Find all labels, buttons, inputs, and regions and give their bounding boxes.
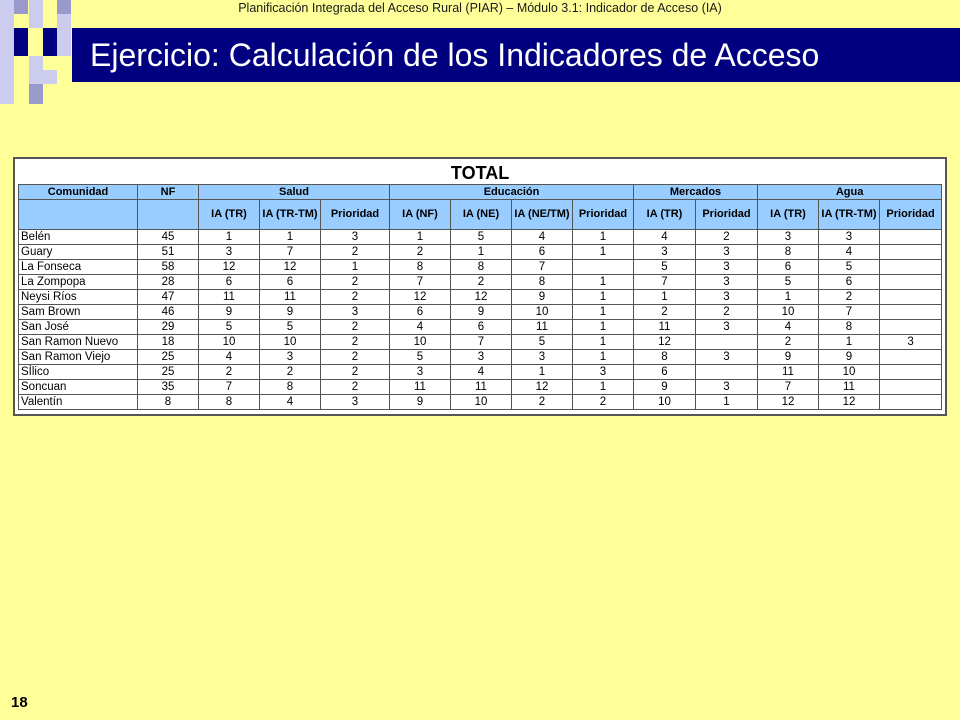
table-cell: 12 xyxy=(451,290,512,305)
decor-square xyxy=(29,56,43,84)
subheader-cell: IA (NF) xyxy=(390,200,451,230)
table-cell: 3 xyxy=(696,245,758,260)
table-cell: 6 xyxy=(758,260,819,275)
table-cell: 3 xyxy=(696,260,758,275)
table-cell: 2 xyxy=(321,320,390,335)
table-cell: 46 xyxy=(138,305,199,320)
table-cell: 10 xyxy=(634,395,696,410)
table-cell xyxy=(696,335,758,350)
table-cell: 10 xyxy=(260,335,321,350)
table-cell: 11 xyxy=(260,290,321,305)
table-cell xyxy=(880,275,942,290)
table-cell: 11 xyxy=(758,365,819,380)
table-cell: 8 xyxy=(819,320,880,335)
table-cell: 4 xyxy=(451,365,512,380)
table-row xyxy=(19,260,942,275)
table-cell: 9 xyxy=(199,305,260,320)
table-cell: 1 xyxy=(573,335,634,350)
table-cell: 12 xyxy=(199,260,260,275)
total-heading: TOTAL xyxy=(19,162,942,185)
table-cell xyxy=(880,350,942,365)
subheader-cell: IA (NE/TM) xyxy=(512,200,573,230)
table-cell: 5 xyxy=(451,230,512,245)
table-cell xyxy=(880,380,942,395)
table-cell: 6 xyxy=(199,275,260,290)
subheader-cell: Prioridad xyxy=(321,200,390,230)
community-name-cell: La Zompopa xyxy=(19,275,138,290)
table-cell: 3 xyxy=(696,350,758,365)
presentation-subtitle: Planificación Integrada del Acceso Rural (PIAR) – Módulo 3.1: Indicador de Acceso (IA) xyxy=(238,1,722,15)
subheader-empty xyxy=(19,200,138,230)
table-cell: 11 xyxy=(512,320,573,335)
subheader-cell: Prioridad xyxy=(696,200,758,230)
header-salud: Salud xyxy=(199,185,390,200)
table-cell: 35 xyxy=(138,380,199,395)
table-cell: 2 xyxy=(321,380,390,395)
table-cell: 9 xyxy=(819,350,880,365)
table-cell: 11 xyxy=(819,380,880,395)
table-cell: 4 xyxy=(390,320,451,335)
table-cell: 2 xyxy=(819,290,880,305)
table-cell: 2 xyxy=(321,350,390,365)
table-cell: 7 xyxy=(634,275,696,290)
table-cell: 2 xyxy=(321,335,390,350)
subheader-cell: IA (TR-TM) xyxy=(260,200,321,230)
header-agua: Agua xyxy=(758,185,942,200)
table-cell: 7 xyxy=(819,305,880,320)
table-cell: 4 xyxy=(512,230,573,245)
table-cell: 2 xyxy=(321,290,390,305)
decor-square xyxy=(57,14,71,56)
table-cell: 9 xyxy=(390,395,451,410)
decor-square xyxy=(29,84,43,104)
slide-title: Ejercicio: Calculación de los Indicadores de Acceso xyxy=(90,37,820,73)
table-row xyxy=(19,380,942,395)
community-name-cell: Soncuan xyxy=(19,380,138,395)
table-cell: 2 xyxy=(321,365,390,380)
subheader-cell: IA (TR) xyxy=(634,200,696,230)
table-cell xyxy=(880,305,942,320)
table-cell: 28 xyxy=(138,275,199,290)
community-name-cell: La Fonseca xyxy=(19,260,138,275)
table-cell: 5 xyxy=(512,335,573,350)
table-row xyxy=(19,395,942,410)
table-cell: 25 xyxy=(138,350,199,365)
table-cell: 2 xyxy=(321,275,390,290)
table-cell: 58 xyxy=(138,260,199,275)
table-cell: 4 xyxy=(634,230,696,245)
community-name-cell: Neysi Ríos xyxy=(19,290,138,305)
table-cell: 9 xyxy=(260,305,321,320)
table-row xyxy=(19,245,942,260)
table-cell: 3 xyxy=(512,350,573,365)
table-cell: 9 xyxy=(758,350,819,365)
table-cell: 2 xyxy=(199,365,260,380)
table-cell: 8 xyxy=(199,395,260,410)
table-cell: 1 xyxy=(573,290,634,305)
community-name-cell: Valentín xyxy=(19,395,138,410)
table-cell: 2 xyxy=(634,305,696,320)
table-cell: 5 xyxy=(199,320,260,335)
table-cell: 11 xyxy=(451,380,512,395)
table-cell: 7 xyxy=(758,380,819,395)
table-cell: 1 xyxy=(573,230,634,245)
table-cell: 3 xyxy=(880,335,942,350)
decor-square xyxy=(43,28,57,56)
table-cell: 9 xyxy=(512,290,573,305)
table-cell: 1 xyxy=(573,305,634,320)
table-cell: 7 xyxy=(512,260,573,275)
community-name-cell: SÍlico xyxy=(19,365,138,380)
table-cell: 1 xyxy=(260,230,321,245)
table-cell: 1 xyxy=(390,230,451,245)
data-table xyxy=(18,162,942,410)
table-cell: 5 xyxy=(634,260,696,275)
table-cell: 1 xyxy=(451,245,512,260)
table-row xyxy=(19,365,942,380)
access-indicators-table xyxy=(13,157,947,416)
table-cell: 47 xyxy=(138,290,199,305)
table-cell: 3 xyxy=(321,395,390,410)
table-cell: 10 xyxy=(451,395,512,410)
table-cell xyxy=(880,395,942,410)
table-cell: 6 xyxy=(634,365,696,380)
table-row xyxy=(19,275,942,290)
table-row xyxy=(19,335,942,350)
table-cell: 3 xyxy=(819,230,880,245)
table-cell: 3 xyxy=(573,365,634,380)
decor-square xyxy=(0,28,14,104)
table-cell: 3 xyxy=(321,305,390,320)
table-cell: 7 xyxy=(260,245,321,260)
table-cell: 3 xyxy=(260,350,321,365)
table-row xyxy=(19,305,942,320)
table-cell: 11 xyxy=(199,290,260,305)
table-cell: 1 xyxy=(758,290,819,305)
table-cell: 3 xyxy=(634,245,696,260)
table-cell: 4 xyxy=(260,395,321,410)
header-mercados: Mercados xyxy=(634,185,758,200)
community-name-cell: San Ramon Viejo xyxy=(19,350,138,365)
table-cell: 3 xyxy=(696,320,758,335)
table-cell: 2 xyxy=(390,245,451,260)
subheader-cell: IA (NE) xyxy=(451,200,512,230)
table-cell: 10 xyxy=(390,335,451,350)
page-number: 18 xyxy=(11,694,28,711)
header-educacion: Educación xyxy=(390,185,634,200)
table-cell: 10 xyxy=(819,365,880,380)
table-cell: 3 xyxy=(451,350,512,365)
table-cell: 1 xyxy=(696,395,758,410)
table-cell: 9 xyxy=(451,305,512,320)
table-cell: 1 xyxy=(634,290,696,305)
table-cell: 12 xyxy=(260,260,321,275)
table-cell: 7 xyxy=(390,275,451,290)
table-cell: 6 xyxy=(451,320,512,335)
table-cell: 51 xyxy=(138,245,199,260)
table-cell: 3 xyxy=(696,275,758,290)
subheader-empty xyxy=(138,200,199,230)
table-cell: 4 xyxy=(758,320,819,335)
table-row xyxy=(19,350,942,365)
community-name-cell: San José xyxy=(19,320,138,335)
decor-square xyxy=(14,28,28,56)
table-cell: 9 xyxy=(634,380,696,395)
table-cell: 18 xyxy=(138,335,199,350)
subheader-cell: IA (TR) xyxy=(758,200,819,230)
table-cell: 10 xyxy=(758,305,819,320)
table-cell: 8 xyxy=(512,275,573,290)
table-cell: 1 xyxy=(573,245,634,260)
table-cell: 8 xyxy=(634,350,696,365)
header-nf: NF xyxy=(138,185,199,200)
table-cell: 12 xyxy=(819,395,880,410)
table-cell: 3 xyxy=(390,365,451,380)
table-cell: 12 xyxy=(758,395,819,410)
table-cell: 3 xyxy=(696,290,758,305)
table-cell: 6 xyxy=(390,305,451,320)
subheader-cell: IA (TR-TM) xyxy=(819,200,880,230)
table-cell: 3 xyxy=(696,380,758,395)
subheader-cell: Prioridad xyxy=(573,200,634,230)
table-cell: 3 xyxy=(758,230,819,245)
table-cell: 4 xyxy=(199,350,260,365)
table-cell: 12 xyxy=(390,290,451,305)
community-name-cell: Guary xyxy=(19,245,138,260)
table-cell: 3 xyxy=(199,245,260,260)
table-cell: 11 xyxy=(634,320,696,335)
table-cell: 1 xyxy=(321,260,390,275)
table-cell: 7 xyxy=(451,335,512,350)
table-cell: 2 xyxy=(512,395,573,410)
table-cell: 8 xyxy=(758,245,819,260)
decor-square xyxy=(43,70,57,84)
table-cell: 5 xyxy=(819,260,880,275)
table-cell: 6 xyxy=(819,275,880,290)
table-cell: 6 xyxy=(512,245,573,260)
header-comunidad: Comunidad xyxy=(19,185,138,200)
table-cell: 11 xyxy=(390,380,451,395)
table-cell: 45 xyxy=(138,230,199,245)
table-cell: 2 xyxy=(451,275,512,290)
table-cell: 5 xyxy=(260,320,321,335)
table-cell xyxy=(880,365,942,380)
table-cell xyxy=(880,245,942,260)
table-cell: 2 xyxy=(696,230,758,245)
subheader-cell: Prioridad xyxy=(880,200,942,230)
table-cell: 2 xyxy=(321,245,390,260)
table-cell xyxy=(880,230,942,245)
table-cell xyxy=(880,260,942,275)
table-cell: 2 xyxy=(696,305,758,320)
table-cell: 8 xyxy=(260,380,321,395)
table-cell: 10 xyxy=(512,305,573,320)
table-cell: 2 xyxy=(758,335,819,350)
table-cell: 7 xyxy=(199,380,260,395)
table-row xyxy=(19,320,942,335)
table-cell: 12 xyxy=(634,335,696,350)
table-cell: 1 xyxy=(573,320,634,335)
table-cell: 2 xyxy=(573,395,634,410)
community-name-cell: Sam Brown xyxy=(19,305,138,320)
table-cell: 8 xyxy=(390,260,451,275)
table-cell xyxy=(573,260,634,275)
table-row xyxy=(19,230,942,245)
table-cell: 8 xyxy=(451,260,512,275)
table-cell: 4 xyxy=(819,245,880,260)
table-cell: 1 xyxy=(819,335,880,350)
community-name-cell: Belén xyxy=(19,230,138,245)
subheader-cell: IA (TR) xyxy=(199,200,260,230)
community-name-cell: San Ramon Nuevo xyxy=(19,335,138,350)
table-cell: 1 xyxy=(199,230,260,245)
table-cell: 1 xyxy=(573,380,634,395)
table-cell: 1 xyxy=(512,365,573,380)
table-cell: 6 xyxy=(260,275,321,290)
table-cell xyxy=(880,320,942,335)
table-cell: 1 xyxy=(573,275,634,290)
table-cell: 3 xyxy=(321,230,390,245)
table-cell: 12 xyxy=(512,380,573,395)
table-cell: 2 xyxy=(260,365,321,380)
table-cell: 5 xyxy=(758,275,819,290)
table-cell: 29 xyxy=(138,320,199,335)
table-row xyxy=(19,290,942,305)
table-cell: 5 xyxy=(390,350,451,365)
table-cell xyxy=(880,290,942,305)
table-cell xyxy=(696,365,758,380)
table-cell: 8 xyxy=(138,395,199,410)
table-cell: 1 xyxy=(573,350,634,365)
table-cell: 10 xyxy=(199,335,260,350)
table-cell: 25 xyxy=(138,365,199,380)
